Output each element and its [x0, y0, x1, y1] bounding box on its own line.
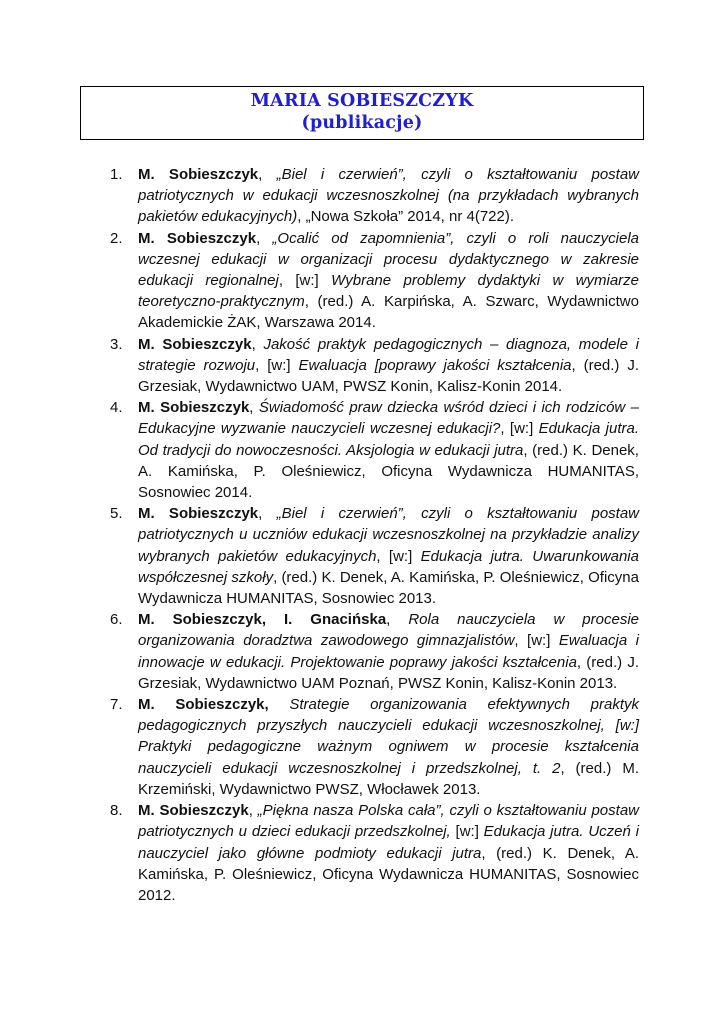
- publication-item: [110, 228, 639, 334]
- citation-text: , [w:]: [278, 272, 332, 290]
- citation-text: [269, 696, 290, 713]
- citation-text: , (red.) J. Grzesiak, Wydawnictwo UAM, PWSZ Konin, Kalisz-Konin 2014.: [138, 356, 639, 396]
- citation-text: , (red.) K. Denek, A. Kamińska, P. Oleśniewicz, Oficyna Wydawnicza HUMANITAS, Sosnowiec 2014.: [138, 441, 639, 502]
- publication-number: 7.: [110, 696, 123, 714]
- publication-item: [110, 800, 639, 906]
- publication-authors: M. Sobieszczyk: [138, 505, 259, 523]
- citation-text: ,: [258, 166, 277, 183]
- publication-list: [110, 164, 639, 906]
- citation-text: ,: [251, 335, 264, 353]
- publication-number: 6.: [110, 611, 123, 629]
- citation-text: ,: [248, 802, 258, 820]
- publication-authors: M. Sobieszczyk,: [138, 696, 269, 714]
- citation-text: , [w:]: [255, 356, 299, 374]
- publication-title: „Ocalić od zapomnienia”, czyli o roli nauczyciela wczesnej edukacji w organizacji procesu dydaktycznego w zakresie edukacji regionalnej: [138, 229, 639, 290]
- publication-item: [110, 334, 639, 398]
- citation-text: , (red.) K. Denek, A. Kamińska, P. Oleśniewicz, Oficyna Wydawnicza HUMANITAS, Sosnowiec 2013.: [138, 568, 639, 608]
- publication-title: Świadomość praw dziecka wśród dzieci i ich rodziców – Edukacyjne wyzwanie nauczycieli wczesnej edukacji?: [138, 399, 639, 438]
- title-box: [80, 86, 644, 140]
- citation-text: , „Nowa Szkoła” 2014, nr 4(722).: [297, 208, 515, 226]
- publication-title: „Piękna nasza Polska cała”, czyli o kształtowaniu postaw patriotycznych u dzieci edukacji przedszkolnej,: [138, 802, 639, 841]
- citation-text: , (red.) J. Grzesiak, Wydawnictwo UAM Poznań, PWSZ Konin, Kalisz-Konin 2013.: [138, 653, 639, 692]
- author-name: MARIA SOBIESZCZYK: [250, 91, 474, 111]
- publication-title: Rola nauczyciela w procesie organizowania doradztwa zawodowego gimnazjalistów: [138, 611, 640, 650]
- citation-text: ,: [256, 229, 273, 247]
- publication-item: [110, 503, 639, 609]
- citation-text: [w:]: [450, 823, 484, 841]
- citation-text: ,: [249, 399, 259, 417]
- publication-number: 4.: [110, 399, 123, 417]
- publication-authors: M. Sobieszczyk, I. Gnacińska: [138, 611, 387, 629]
- publication-authors: M. Sobieszczyk: [138, 335, 252, 353]
- document-subtitle: (publikacje): [301, 113, 423, 133]
- publication-number: 1.: [110, 166, 123, 183]
- publication-item: [110, 609, 639, 694]
- publication-title: „Biel i czerwień”, czyli o kształtowaniu postaw patriotycznych w edukacji wczesnoszkolnej (na przykładach wybranych pakietów edukacyjnych): [138, 166, 640, 226]
- publication-item: [110, 397, 639, 503]
- publication-title: Edukacja jutra. Uwarunkowania współczesnej szkoły: [138, 547, 639, 586]
- publication-number: 5.: [110, 505, 123, 523]
- publication-title: Edukacja jutra. Od tradycji do nowoczesności. Aksjologia w edukacji jutra: [138, 420, 639, 459]
- publication-authors: M. Sobieszczyk: [138, 802, 249, 820]
- publication-authors: M. Sobieszczyk: [138, 399, 250, 417]
- citation-text: , (red.) M. Krzemiński, Wydawnictwo PWSZ, Włocławek 2013.: [138, 759, 639, 798]
- citation-text: , [w:]: [500, 420, 539, 438]
- citation-text: , [w:]: [376, 547, 421, 565]
- citation-text: , (red.) K. Denek, A. Kamińska, P. Oleśniewicz, Oficyna Wydawnicza HUMANITAS, Sosnowiec 2012.: [138, 844, 639, 904]
- citation-text: , (red.) A. Karpińska, A. Szwarc, Wydawnictwo Akademickie ŻAK, Warszawa 2014.: [138, 293, 639, 332]
- publication-number: 8.: [110, 802, 123, 820]
- publication-title: Ewaluacja i innowacje w edukacji. Projektowanie poprawy jakości kształcenia: [138, 632, 639, 671]
- publication-title: Jakość praktyk pedagogicznych – diagnoza, modele i strategie rozwoju: [138, 335, 640, 374]
- publication-title: „Biel i czerwień”, czyli o kształtowaniu postaw patriotycznych u uczniów edukacji wczesnoszkolnej na przykładzie analizy wybranych pakietów edukacyjnych: [138, 505, 640, 565]
- citation-text: ,: [258, 505, 277, 523]
- publication-item: [110, 164, 639, 228]
- publication-title: Ewaluacja [poprawy jakości kształcenia: [298, 356, 572, 374]
- citation-text: , [w:]: [514, 632, 559, 650]
- publication-title: Edukacja jutra. Uczeń i nauczyciel jako główne podmioty edukacji jutra: [138, 823, 639, 862]
- publication-authors: M. Sobieszczyk: [138, 229, 257, 247]
- publication-item: [110, 694, 639, 800]
- publication-title: Wybrane problemy dydaktyki w wymiarze teoretyczno-praktycznym: [138, 272, 640, 311]
- publication-number: 3.: [110, 335, 123, 353]
- publication-number: 2.: [110, 229, 123, 247]
- citation-text: ,: [386, 611, 409, 629]
- publication-title: Strategie organizowania efektywnych praktyk pedagogicznych przyszłych nauczycieli edukacji wczesnoszkolnej, [w:] Praktyki pedagogiczne ważnym ogniwem w procesie kształcenia nauczycieli edukacji wczesnoszkolnej i przedszkolnej, t. 2: [138, 696, 640, 777]
- publication-authors: M. Sobieszczyk: [138, 166, 259, 183]
